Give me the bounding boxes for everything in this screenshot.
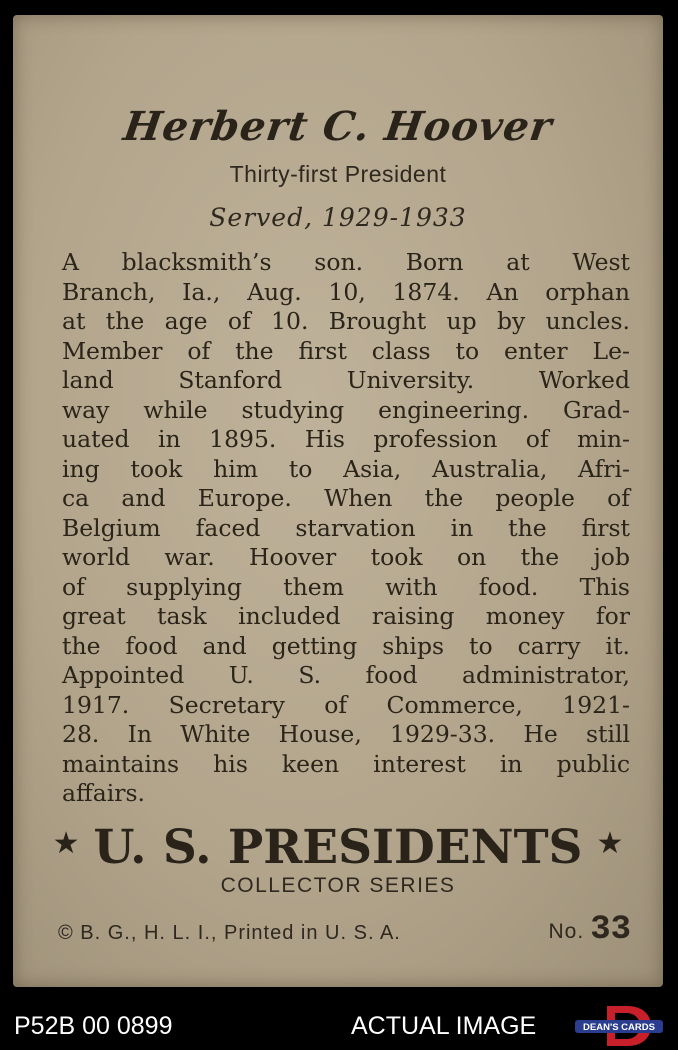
bio-line: uated in 1895. His profession of min- [62,425,630,453]
svg-text:DEAN'S CARDS: DEAN'S CARDS [583,1022,655,1033]
card-number-label: No. [548,920,585,943]
bio-line: the food and getting ships to carry it. [62,631,630,660]
bio-line: ca and Europe. When the people of [62,484,630,512]
bio-line: great task included raising money for [62,602,630,630]
bio-line: land Stanford University. Worked [62,366,630,394]
copyright-notice: © B. G., H. L. I., Printed in U. S. A. [58,922,401,944]
bio-line: ing took him to Asia, Australia, Afri- [62,454,630,483]
bio-line: Branch, Ia., Aug. 10, 1874. An orphan [62,277,630,306]
president-name: Herbert C. Hoover [120,103,556,150]
series-subtitle: COLLECTOR SERIES [220,874,456,897]
president-office: Thirty-first President [229,161,447,187]
bio-line: 28. In White House, 1929-33. He still [62,720,630,748]
actual-image-label: ACTUAL IMAGE [351,1012,537,1040]
bio-line: A blacksmith’s son. Born at West [62,248,630,276]
trading-card-back [13,15,663,987]
bio-line: way while studying engineering. Grad- [62,395,630,424]
term-served: Served, 1929-1933 [209,203,467,232]
star-icon: ★ [52,826,80,861]
card-number [549,911,632,949]
bio-line: affairs. [62,779,145,807]
card-number-value: 33 [590,911,631,949]
bio-line: Appointed U. S. food administrator, [62,661,630,689]
series-title [13,820,663,875]
bio-line: 1917. Secretary of Commerce, 1921- [62,690,630,719]
series-title-text: U. S. PRESIDENTS [93,820,583,875]
biography-text [62,248,630,809]
bio-line: maintains his keen interest in public [62,749,630,778]
bio-line: Member of the first class to enter Le- [62,336,630,365]
bio-line: Belgium faced starvation in the first [62,513,630,542]
inventory-code: P52B 00 0899 [14,1012,173,1040]
deans-cards-logo [573,1004,665,1048]
bio-line: world war. Hoover took on the job [62,543,630,571]
bio-line: at the age of 10. Brought up by uncles. [62,307,630,335]
star-icon: ★ [596,826,624,861]
bio-line: of supplying them with food. This [62,572,630,601]
